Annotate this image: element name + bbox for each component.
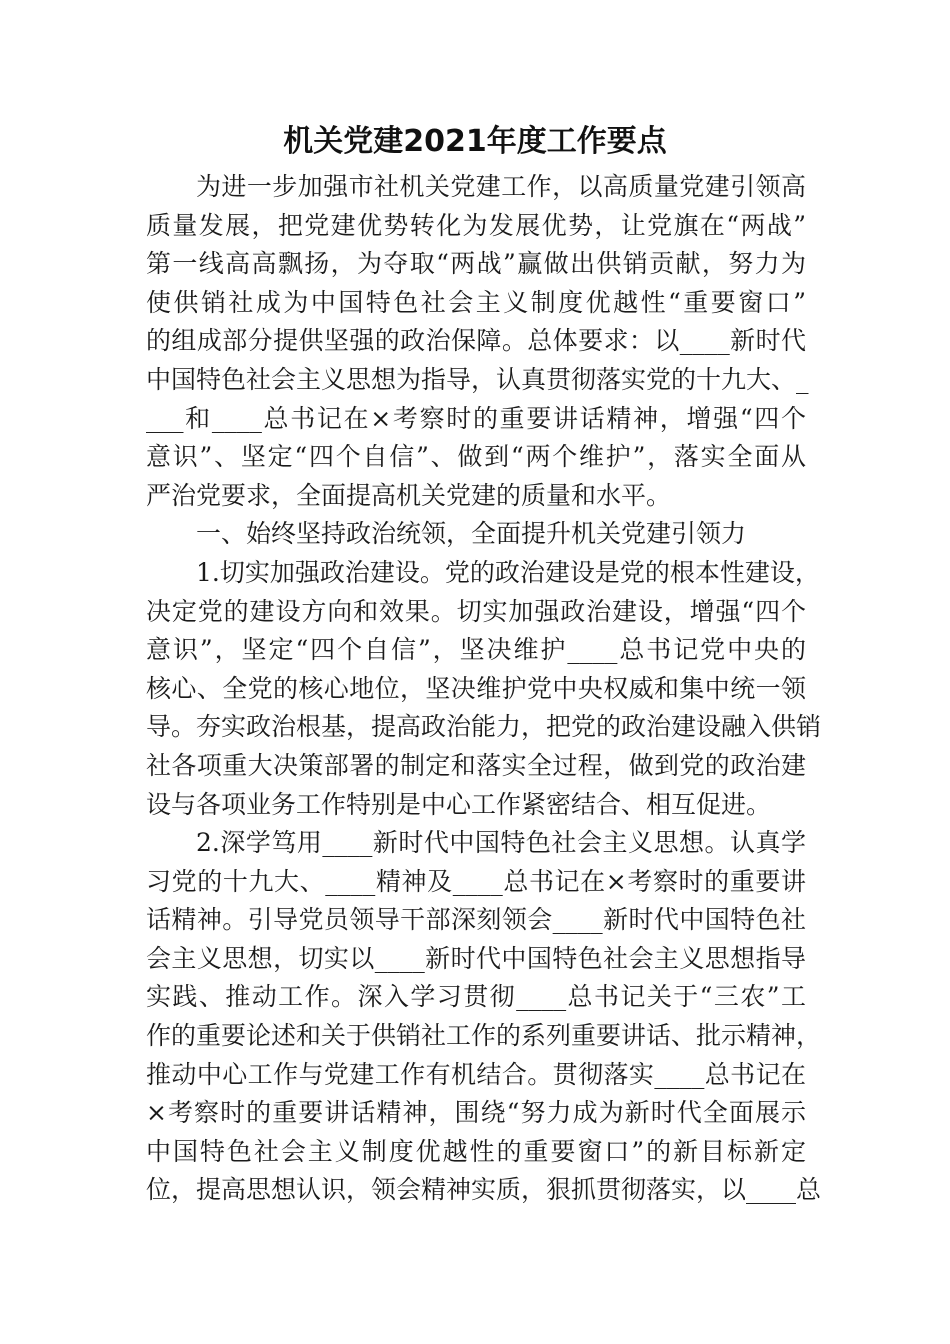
document-title: 机关党建2021年度工作要点 xyxy=(283,124,667,159)
paragraph-line: 1.切实加强政治建设。党的政治建设是党的根本性建设， xyxy=(196,557,820,587)
paragraph-line: 第一线高高飘扬，为夺取“两战”赢做出供销贡献，努力为 xyxy=(146,249,806,279)
paragraph-line: 为进一步加强市社机关党建工作，以高质量党建引领高 xyxy=(196,172,806,201)
paragraph-line: 设与各项业务工作特别是中心工作紧密结合、相互促进。 xyxy=(146,789,772,819)
paragraph-line: 意识”，坚定“四个自信”，坚决维护____总书记党中央的 xyxy=(146,635,806,665)
paragraph-line: 的组成部分提供坚强的政治保障。总体要求：以____新时代 xyxy=(146,326,806,356)
paragraph-line: ×考察时的重要讲话精神，围绕“努力成为新时代全面展示 xyxy=(146,1098,806,1128)
paragraph-line: 习党的十九大、____精神及____总书记在×考察时的重要讲 xyxy=(146,866,806,896)
paragraph-line: 导。夯实政治根基，提高政治能力，把党的政治建设融入供销 xyxy=(146,712,822,742)
paragraph-line: 使供销社成为中国特色社会主义制度优越性“重要窗口” xyxy=(146,287,806,317)
paragraph-line: 推动中心工作与党建工作有机结合。贯彻落实____总书记在 xyxy=(146,1059,806,1089)
paragraph-line: 核心、全党的核心地位，坚决维护党中央权威和集中统一领 xyxy=(146,673,806,703)
paragraph-line: 质量发展，把党建优势转化为发展优势，让党旗在“两战” xyxy=(146,210,806,240)
paragraph-line: 话精神。引导党员领导干部深刻领会____新时代中国特色社 xyxy=(146,905,806,935)
paragraph-line: 决定党的建设方向和效果。切实加强政治建设，增强“四个 xyxy=(146,596,806,626)
paragraph-line: 严治党要求，全面提高机关党建的质量和水平。 xyxy=(146,480,672,510)
paragraph-line: 中国特色社会主义制度优越性的重要窗口”的新目标新定 xyxy=(146,1136,806,1166)
paragraph-line: 会主义思想，切实以____新时代中国特色社会主义思想指导 xyxy=(146,943,806,973)
paragraph-line: 位，提高思想认识，领会精神实质，狠抓贯彻落实，以____总 xyxy=(146,1175,822,1205)
paragraph-line: 社各项重大决策部署的制定和落实全过程，做到党的政治建 xyxy=(146,750,806,780)
paragraph-line: 实践、推动工作。深入学习贯彻____总书记关于“三农”工 xyxy=(146,982,806,1012)
paragraph-line: ___和____总书记在×考察时的重要讲话精神，增强“四个 xyxy=(146,403,806,433)
paragraph-line: 2.深学笃用____新时代中国特色社会主义思想。认真学 xyxy=(196,828,806,858)
paragraph-line: 作的重要论述和关于供销社工作的系列重要讲话、批示精神， xyxy=(146,1021,822,1051)
section-heading: 一、始终坚持政治统领，全面提升机关党建引领力 xyxy=(196,519,747,549)
paragraph-line: 意识”、坚定“四个自信”、做到“两个维护”，落实全面从 xyxy=(146,442,806,472)
document-body xyxy=(146,168,822,1210)
paragraph-line: 中国特色社会主义思想为指导，认真贯彻落实党的十九大、_ xyxy=(146,364,809,394)
